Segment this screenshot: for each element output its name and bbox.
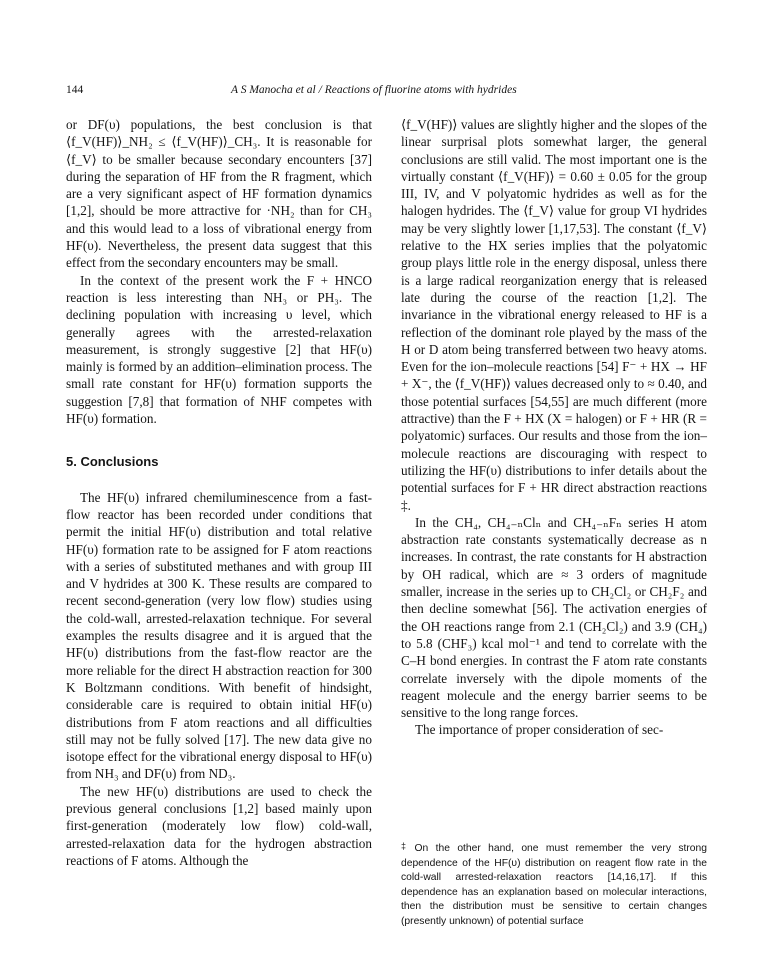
running-title: A S Manocha et al / Reactions of fluorine atoms with hydrides — [231, 84, 517, 96]
footnote-marker: ‡ — [401, 841, 411, 851]
footnote — [401, 839, 707, 929]
page-number: 144 — [66, 84, 84, 96]
paragraph: In the CH₄, CH₄₋ₙClₙ and CH₄₋ₙFₙ series H atom abstraction rate constants systematically decrease as n increases. In contrast, the rate constants for H abstraction by OH radical, which are ≈ 3 orders of magnitude smaller, increase in the series up to CH₂Cl₂ or CH₂F₂ and then decline somewhat [56]. The activation energies of the OH reactions range from 2.1 (CH₂Cl₂) and 3.9 (CH₄) to 5.8 (CHF₃) kcal mol⁻¹ and tend to correlate with the C–H bond energies. In contrast the F atom rate constants correlate inversely with the dipole moments of the reagent molecule and the energy barrier seems to be sensitive to the long range forces. — [401, 514, 707, 721]
left-column — [66, 116, 372, 869]
footnote-text: On the other hand, one must remember the very strong dependence of the HF(υ) distribution on reagent flow rate in the cold-wall arrested-relaxation reactors [14,16,17]. If this dependence has an explanation based on molecular interactions, then the distribution must be sensitive to certain changes (presently unknown) of potential surface — [401, 843, 707, 927]
right-column — [401, 116, 707, 739]
paragraph: The new HF(υ) distributions are used to check the previous general conclusions [1,2] based mainly upon first-generation (moderately low flow) cold-wall, arrested-relaxation data for the hydrogen abstraction reactions of F atoms. Although the — [66, 783, 372, 868]
paragraph: or DF(υ) populations, the best conclusion is that ⟨f_V(HF)⟩_NH₂ ≤ ⟨f_V(HF)⟩_CH₃. It is reasonable for ⟨f_V⟩ to be smaller because secondary encounters [37] during the separation of HF from the R fragment, which are a very significant aspect of HF formation dynamics [1,2], should be more attractive for ·NH₂ than for CH₃ and this would lead to a loss of vibrational energy from HF(υ). Nevertheless, the present data suggest that this effect from the secondary encounters may be small. — [66, 117, 372, 271]
paragraph: ⟨f_V(HF)⟩ values are slightly higher and the slopes of the linear surprisal plots somewhat larger, the general conclusions are still valid. The most important one is the virtually constant ⟨f_V(HF)⟩ = 0.60 ± 0.05 for the group III, IV, and V polyatomic hydrides as well as for the halogen hydrides. The ⟨f_V⟩ value for group VI hydrides may be very slightly lower [1,17,53]. The constant ⟨f_V⟩ relative to the HX series implies that the polyatomic group plays little role in the energy disposal, unless there is a large radical reorganization energy that is released late during the course of the reaction [1,2]. The invariance in the vibrational energy released to HF is a reflection of the dominant role played by the mass of the H or D atom being transferred between two heavy atoms. Even for the ion–molecule reactions [54] F⁻ + HX → HF + X⁻, the ⟨f_V(HF)⟩ values decreased only to ≈ 0.40, and those potential surfaces [54,55] are much different (more attractive) than the F + HX (X = halogen) or F + HR (R = polyatomic) surfaces. Our results and those from the ion–molecule reactions are discouraging with respect to utilizing the HF(υ) distributions to infer details about the potential surfaces for F + HR direct abstraction reactions ‡. — [401, 117, 707, 513]
paragraph: In the context of the present work the F + HNCO reaction is less interesting than NH₃ or PH₃. The declining population with increasing υ level, which generally agrees with the arrested-relaxation measurement, is strongly suggestive [2] that HF(υ) mainly is formed by an addition–elimination process. The small rate constant for HF(υ) formation supports the suggestion [7,8] that formation of NHF competes with HF(υ) formation. — [66, 272, 372, 427]
paragraph: The importance of proper consideration of sec- — [415, 722, 664, 738]
running-header — [66, 84, 706, 100]
section-heading: 5. Conclusions — [66, 454, 159, 470]
paragraph: The HF(υ) infrared chemiluminescence from a fast-flow reactor has been recorded under conditions that permit the initial HF(υ) distribution and total relative HF(υ) formation rate to be assigned for F atom reactions with a series of substituted methanes and with group III and V hydrides at 300 K. These results are compared to recent second-generation (very low flow) studies using the cold-wall, arrested-relaxation technique. For several examples the results disagree and it is argued that the HF(υ) distributions from the fast-flow reactor are the more reliable for the direct H abstraction reaction for 300 K Boltzmann conditions. With benefit of hindsight, considerable care is required to obtain initial HF(υ) distributions from F atom reactions and all difficulties still may not be fully solved [17]. The new data give no isotope effect for the vibrational energy disposal to HF(υ) from NH₃ and DF(υ) from ND₃. — [66, 489, 372, 782]
